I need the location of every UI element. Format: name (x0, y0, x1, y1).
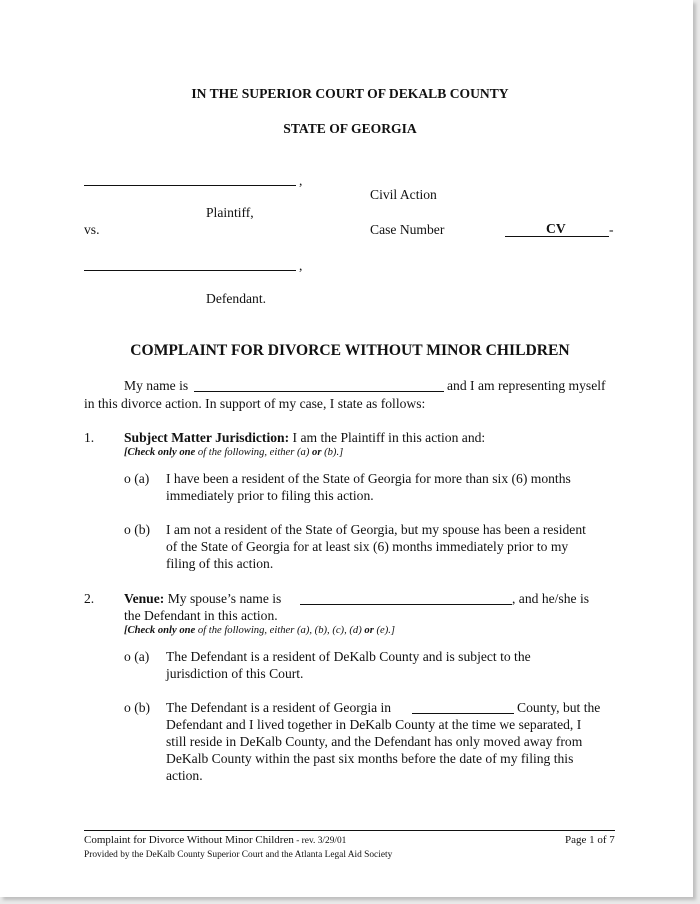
option-1a-marker[interactable]: o (a) (124, 471, 150, 486)
option-2b-line3: still reside in DeKalb County, and the Defendant has only moved away from (166, 734, 583, 749)
footer-rule (84, 830, 615, 831)
footer-form-name: Complaint for Divorce Without Minor Children - rev. 3/29/01 (84, 834, 347, 846)
plaintiff-name-line (84, 185, 296, 186)
section2-body: My spouse’s name is (164, 591, 282, 606)
option-2a-line2: jurisdiction of this Court. (166, 666, 304, 681)
case-number-label: Case Number (370, 222, 445, 237)
section1-number: 1. (84, 430, 95, 445)
option-1b-line2: of the State of Georgia for at least six (6) months immediately prior to my (166, 539, 569, 554)
option-2a-marker[interactable]: o (a) (124, 649, 150, 664)
footer-page-number: Page 1 of 7 (565, 834, 615, 846)
option-2b-marker[interactable]: o (b) (124, 700, 151, 715)
cv-label: CV (546, 221, 566, 236)
civil-action-label: Civil Action (370, 187, 437, 202)
court-heading: IN THE SUPERIOR COURT OF DEKALB COUNTY (191, 86, 509, 101)
section2-note: [Check only one of the following, either (a), (b), (c), (d) or (e).] (124, 625, 395, 636)
document-title: COMPLAINT FOR DIVORCE WITHOUT MINOR CHILDREN (130, 342, 570, 359)
plaintiff-comma: , (299, 173, 303, 188)
section1-text (124, 429, 485, 446)
plaintiff-label: Plaintiff, (206, 205, 254, 220)
intro-suffix: and I am representing myself (447, 378, 606, 393)
section2-text (124, 590, 281, 607)
option-2b-line4: DeKalb County within the past six months before the date of my filing this (166, 751, 574, 766)
option-2b-line5: action. (166, 768, 203, 783)
vs-label: vs. (84, 222, 100, 237)
state-heading: STATE OF GEORGIA (283, 121, 417, 136)
option-1b-line1: I am not a resident of the State of Georgia, but my spouse has been a resident (166, 522, 586, 537)
section1-heading: Subject Matter Jurisdiction: (124, 430, 290, 445)
defendant-comma: , (299, 258, 303, 273)
intro-line2: in this divorce action. In support of my case, I state as follows: (84, 396, 426, 411)
section2-line2: the Defendant in this action. (124, 608, 278, 623)
option-2b-line1-prefix: The Defendant is a resident of Georgia in (166, 700, 392, 715)
option-2a-line1: The Defendant is a resident of DeKalb County and is subject to the (166, 649, 531, 664)
option-1a-line1: I have been a resident of the State of Georgia for more than six (6) months (166, 471, 571, 486)
spouse-name-blank (300, 604, 512, 605)
defendant-name-line (84, 270, 296, 271)
defendant-label: Defendant. (206, 291, 267, 306)
option-1a-line2: immediately prior to filing this action. (166, 488, 374, 503)
section2-suffix: , and he/she is (512, 591, 590, 606)
section2-heading: Venue: (124, 591, 165, 606)
case-number-dash: - (609, 222, 614, 237)
option-2b-line2: Defendant and I lived together in DeKalb County at the time we separated, I (166, 717, 582, 732)
section2-number: 2. (84, 591, 95, 606)
section1-body: I am the Plaintiff in this action and: (289, 430, 486, 445)
footer-provided-by: Provided by the DeKalb County Superior Court and the Atlanta Legal Aid Society (84, 850, 393, 860)
county-blank (412, 713, 514, 714)
my-name-blank (194, 391, 444, 392)
intro-prefix: My name is (124, 378, 189, 393)
section1-note: [Check only one of the following, either (a) or (b).] (124, 447, 344, 458)
option-2b-line1-suffix: County, but the (517, 700, 601, 715)
option-1b-marker[interactable]: o (b) (124, 522, 151, 537)
option-1b-line3: filing of this action. (166, 556, 274, 571)
